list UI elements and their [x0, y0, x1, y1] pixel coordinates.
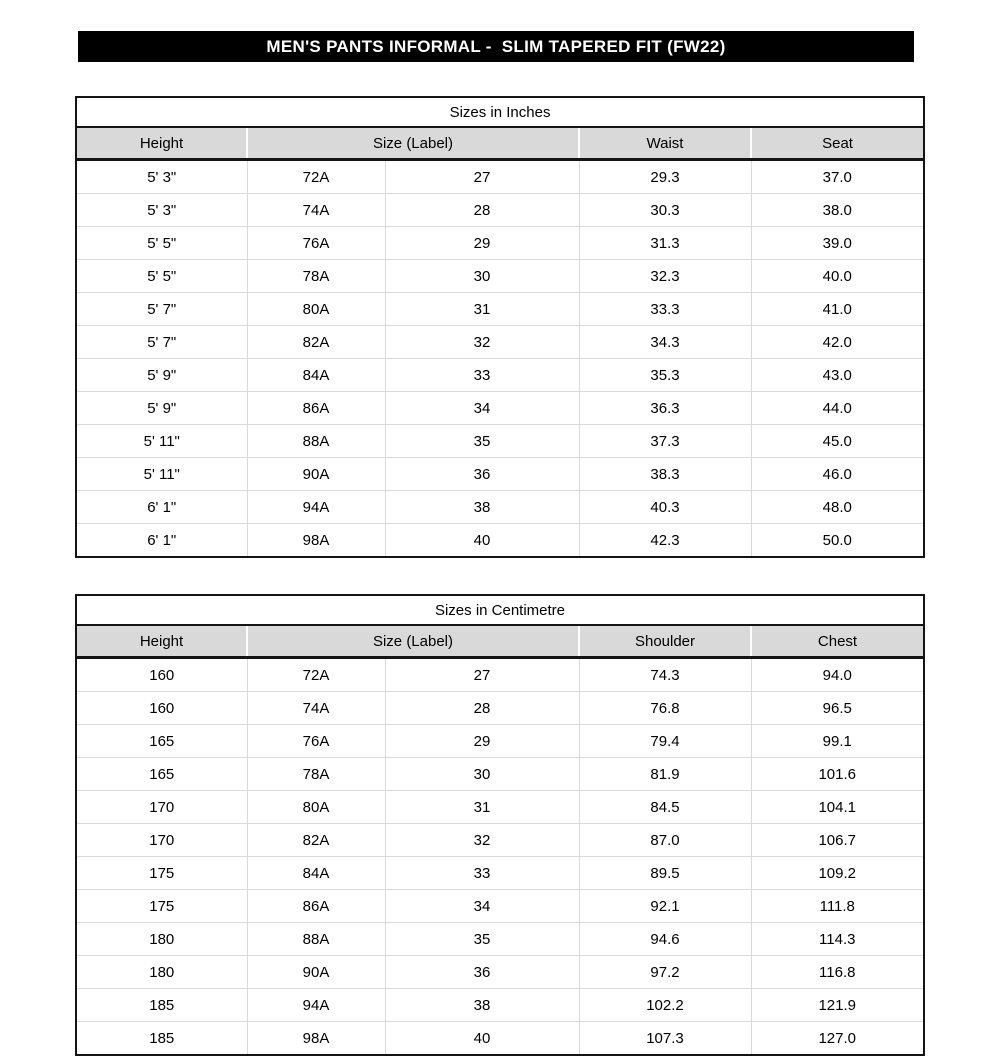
table-cell: 30: [385, 758, 579, 791]
table-cell: 29: [385, 725, 579, 758]
table-cell: 40: [385, 1022, 579, 1056]
table-cell: 43.0: [751, 359, 924, 392]
table-cell: 160: [76, 692, 247, 725]
table-cell: 121.9: [751, 989, 924, 1022]
table-row: [76, 824, 924, 857]
table-row: [76, 293, 924, 326]
table-row: [76, 227, 924, 260]
table-caption: Sizes in Centimetre: [76, 595, 924, 625]
table-cell: 185: [76, 1022, 247, 1056]
table-cell: 39.0: [751, 227, 924, 260]
table-cell: 84A: [247, 359, 385, 392]
table-cell: 5' 3": [76, 160, 247, 194]
table-cell: 30: [385, 260, 579, 293]
table-cell: 31: [385, 791, 579, 824]
table-cell: 82A: [247, 326, 385, 359]
table-cell: 79.4: [579, 725, 751, 758]
table-row: [76, 725, 924, 758]
table-cell: 94A: [247, 989, 385, 1022]
table-cell: 42.3: [579, 524, 751, 558]
table-cell: 28: [385, 692, 579, 725]
table-cell: 6' 1": [76, 524, 247, 558]
table-cell: 5' 3": [76, 194, 247, 227]
page-title: MEN'S PANTS INFORMAL - SLIM TAPERED FIT (FW22): [78, 31, 914, 62]
table-cell: 34: [385, 890, 579, 923]
table-cell: 5' 5": [76, 227, 247, 260]
column-header-height: Height: [76, 625, 247, 658]
table-body: [76, 658, 924, 1056]
table-cell: 94.0: [751, 658, 924, 692]
table-cell: 84A: [247, 857, 385, 890]
table-cell: 76A: [247, 227, 385, 260]
table-cell: 89.5: [579, 857, 751, 890]
table-cell: 41.0: [751, 293, 924, 326]
table-cell: 34.3: [579, 326, 751, 359]
table-cell: 32.3: [579, 260, 751, 293]
table-cell: 109.2: [751, 857, 924, 890]
table-header-row: [76, 127, 924, 160]
table-cell: 116.8: [751, 956, 924, 989]
table-cell: 33.3: [579, 293, 751, 326]
table-row: [76, 857, 924, 890]
table-cell: 127.0: [751, 1022, 924, 1056]
table-cell: 32: [385, 824, 579, 857]
table-cell: 88A: [247, 923, 385, 956]
table-cell: 37.3: [579, 425, 751, 458]
column-header-height: Height: [76, 127, 247, 160]
table-cell: 5' 9": [76, 359, 247, 392]
table-cell: 88A: [247, 425, 385, 458]
column-header-size-label: Size (Label): [247, 625, 579, 658]
table-cell: 74.3: [579, 658, 751, 692]
table-row: [76, 956, 924, 989]
table-cell: 5' 11": [76, 458, 247, 491]
table-cell: 165: [76, 725, 247, 758]
table-cell: 175: [76, 857, 247, 890]
table-cell: 29: [385, 227, 579, 260]
table-caption-row: [76, 97, 924, 127]
table-cell: 76A: [247, 725, 385, 758]
table-cell: 78A: [247, 758, 385, 791]
table-cell: 84.5: [579, 791, 751, 824]
table-cell: 86A: [247, 890, 385, 923]
table-cell: 72A: [247, 658, 385, 692]
table-cell: 42.0: [751, 326, 924, 359]
table-cell: 38.3: [579, 458, 751, 491]
table-cell: 82A: [247, 824, 385, 857]
table-cell: 35.3: [579, 359, 751, 392]
table-cell: 46.0: [751, 458, 924, 491]
table-row: [76, 160, 924, 194]
column-header-size-label: Size (Label): [247, 127, 579, 160]
table-row: [76, 890, 924, 923]
table-cell: 80A: [247, 293, 385, 326]
table-cell: 114.3: [751, 923, 924, 956]
column-header-shoulder: Shoulder: [579, 625, 751, 658]
table-cell: 74A: [247, 692, 385, 725]
table-cell: 96.5: [751, 692, 924, 725]
table-cell: 50.0: [751, 524, 924, 558]
table-cell: 98A: [247, 1022, 385, 1056]
table-cell: 31.3: [579, 227, 751, 260]
table-cell: 33: [385, 359, 579, 392]
table-cell: 78A: [247, 260, 385, 293]
table-cell: 44.0: [751, 392, 924, 425]
table-cell: 5' 7": [76, 326, 247, 359]
table-cell: 29.3: [579, 160, 751, 194]
table-cell: 76.8: [579, 692, 751, 725]
table-cell: 170: [76, 824, 247, 857]
table-row: [76, 692, 924, 725]
table-cell: 36: [385, 458, 579, 491]
table-cell: 185: [76, 989, 247, 1022]
table-cell: 5' 7": [76, 293, 247, 326]
table-cell: 5' 9": [76, 392, 247, 425]
table-cell: 36.3: [579, 392, 751, 425]
table-cell: 38: [385, 491, 579, 524]
table-cell: 40: [385, 524, 579, 558]
table-cell: 104.1: [751, 791, 924, 824]
table-cell: 35: [385, 425, 579, 458]
table-cell: 94A: [247, 491, 385, 524]
table-cell: 5' 5": [76, 260, 247, 293]
table-cell: 37.0: [751, 160, 924, 194]
table-cell: 97.2: [579, 956, 751, 989]
table-cell: 27: [385, 160, 579, 194]
column-header-waist: Waist: [579, 127, 751, 160]
table-row: [76, 791, 924, 824]
table-row: [76, 491, 924, 524]
table-row: [76, 989, 924, 1022]
table-cell: 175: [76, 890, 247, 923]
table-cell: 38.0: [751, 194, 924, 227]
table-cell: 38: [385, 989, 579, 1022]
table-cell: 90A: [247, 458, 385, 491]
table-row: [76, 758, 924, 791]
table-cell: 180: [76, 956, 247, 989]
table-cell: 106.7: [751, 824, 924, 857]
table-caption-row: [76, 595, 924, 625]
table-row: [76, 458, 924, 491]
table-cell: 33: [385, 857, 579, 890]
table-row: [76, 1022, 924, 1056]
table-cell: 40.3: [579, 491, 751, 524]
table-cell: 80A: [247, 791, 385, 824]
table-cell: 5' 11": [76, 425, 247, 458]
table-cell: 99.1: [751, 725, 924, 758]
table-cell: 45.0: [751, 425, 924, 458]
table-cell: 98A: [247, 524, 385, 558]
table-cell: 32: [385, 326, 579, 359]
column-header-seat: Seat: [751, 127, 924, 160]
table-cell: 160: [76, 658, 247, 692]
table-cell: 48.0: [751, 491, 924, 524]
table-cell: 31: [385, 293, 579, 326]
table-cell: 94.6: [579, 923, 751, 956]
table-cell: 40.0: [751, 260, 924, 293]
table-row: [76, 425, 924, 458]
table-row: [76, 194, 924, 227]
table-cell: 34: [385, 392, 579, 425]
table-cell: 107.3: [579, 1022, 751, 1056]
table-cell: 86A: [247, 392, 385, 425]
column-header-chest: Chest: [751, 625, 924, 658]
table-cell: 180: [76, 923, 247, 956]
table-cell: 102.2: [579, 989, 751, 1022]
table-cell: 101.6: [751, 758, 924, 791]
table-row: [76, 326, 924, 359]
table-row: [76, 260, 924, 293]
table-cell: 111.8: [751, 890, 924, 923]
sizes-in-centimetre-table: [75, 594, 925, 1056]
table-cell: 28: [385, 194, 579, 227]
table-cell: 90A: [247, 956, 385, 989]
table-cell: 30.3: [579, 194, 751, 227]
table-row: [76, 524, 924, 558]
table-cell: 6' 1": [76, 491, 247, 524]
table-cell: 170: [76, 791, 247, 824]
table-cell: 165: [76, 758, 247, 791]
table-caption: Sizes in Inches: [76, 97, 924, 127]
table-row: [76, 658, 924, 692]
table-row: [76, 923, 924, 956]
table-cell: 92.1: [579, 890, 751, 923]
table-header-row: [76, 625, 924, 658]
table-cell: 81.9: [579, 758, 751, 791]
table-cell: 27: [385, 658, 579, 692]
table-cell: 87.0: [579, 824, 751, 857]
table-row: [76, 359, 924, 392]
sizes-in-inches-table: [75, 96, 925, 558]
table-cell: 36: [385, 956, 579, 989]
table-row: [76, 392, 924, 425]
table-cell: 35: [385, 923, 579, 956]
table-body: [76, 160, 924, 558]
table-cell: 72A: [247, 160, 385, 194]
table-cell: 74A: [247, 194, 385, 227]
